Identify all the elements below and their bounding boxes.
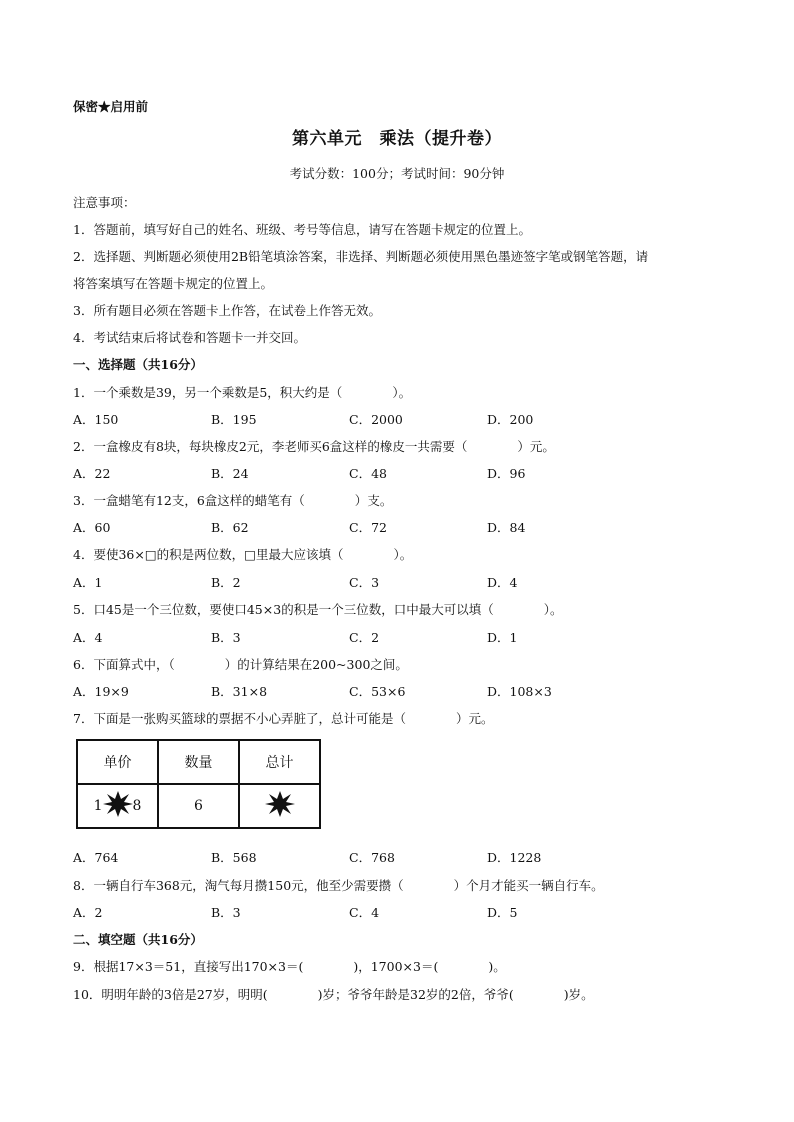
- q2-option-c[interactable]: C．48: [349, 466, 387, 481]
- receipt-quantity-cell: 6: [158, 784, 239, 828]
- q1-option-b[interactable]: B．195: [211, 412, 257, 427]
- q4-option-d[interactable]: D．4: [487, 575, 518, 590]
- q1-option-d[interactable]: D．200: [487, 412, 534, 427]
- q2-option-a[interactable]: A．22: [73, 466, 111, 481]
- q3-option-a[interactable]: A．60: [73, 520, 111, 535]
- q4-option-a[interactable]: A．1: [73, 575, 103, 590]
- note-3: 3．所有题目必须在答题卡上作答，在试卷上作答无效。: [73, 303, 381, 318]
- q7-option-c[interactable]: C．768: [349, 850, 395, 865]
- page-title: 第六单元 乘法（提升卷）: [292, 129, 502, 149]
- price-left-digit: 1: [93, 798, 103, 814]
- note-2-cont: 将答案填写在答题卡规定的位置上。: [73, 276, 274, 291]
- q7-option-d[interactable]: D．1228: [487, 850, 542, 865]
- confidential-label: 保密★启用前: [73, 99, 149, 114]
- q3-option-d[interactable]: D．84: [487, 520, 526, 535]
- price-right-digit: 8: [132, 798, 142, 814]
- notes-heading: 注意事项：: [73, 195, 136, 210]
- question-7: 7．下面是一张购买篮球的票据不小心弄脏了，总计可能是（ ）元。: [73, 711, 494, 726]
- q2-option-d[interactable]: D．96: [487, 466, 526, 481]
- q4-option-b[interactable]: B．2: [211, 575, 241, 590]
- question-4: 4．要使36×□的积是两位数，□里最大应该填（ ）。: [73, 547, 413, 562]
- receipt-header-row: [77, 740, 320, 784]
- ink-blot-icon: [264, 791, 296, 821]
- question-6: 6．下面算式中，（ ）的计算结果在200~300之间。: [73, 657, 408, 672]
- q6-option-c[interactable]: C．53×6: [349, 684, 406, 699]
- question-1: 1．一个乘数是39，另一个乘数是5，积大约是（ ）。: [73, 385, 412, 400]
- note-1: 1．答题前，填写好自己的姓名、班级、考号等信息，请写在答题卡规定的位置上。: [73, 222, 531, 237]
- question-5: 5．口45是一个三位数，要使口45×3的积是一个三位数，口中最大可以填（ ）。: [73, 602, 563, 617]
- q1-option-a[interactable]: A．150: [73, 412, 119, 427]
- section-1-heading: 一、选择题（共16分）: [73, 357, 203, 372]
- q8-option-d[interactable]: D．5: [487, 905, 518, 920]
- question-9: 9．根据17×3＝51，直接写出170×3＝( )，1700×3＝( )。: [73, 959, 506, 974]
- ink-blot-icon: [103, 791, 133, 821]
- q5-option-d[interactable]: D．1: [487, 630, 518, 645]
- q8-option-c[interactable]: C．4: [349, 905, 380, 920]
- receipt-header-price: 单价: [77, 740, 158, 784]
- receipt-table: [76, 739, 321, 829]
- receipt-header-total: 总计: [239, 740, 320, 784]
- q5-option-c[interactable]: C．2: [349, 630, 380, 645]
- q2-option-b[interactable]: B．24: [211, 466, 249, 481]
- q3-option-c[interactable]: C．72: [349, 520, 387, 535]
- receipt-header-quantity: 数量: [158, 740, 239, 784]
- question-3: 3．一盒蜡笔有12支，6盒这样的蜡笔有（ ）支。: [73, 493, 393, 508]
- note-4: 4．考试结束后将试卷和答题卡一并交回。: [73, 330, 306, 345]
- q3-option-b[interactable]: B．62: [211, 520, 249, 535]
- q6-option-b[interactable]: B．31×8: [211, 684, 268, 699]
- receipt-value-row: [77, 784, 320, 828]
- section-2-heading: 二、填空题（共16分）: [73, 932, 203, 947]
- q6-option-a[interactable]: A．19×9: [73, 684, 129, 699]
- q6-option-d[interactable]: D．108×3: [487, 684, 552, 699]
- question-2: 2．一盒橡皮有8块，每块橡皮2元，李老师买6盒这样的橡皮一共需要（ ）元。: [73, 439, 555, 454]
- q5-option-a[interactable]: A．4: [73, 630, 103, 645]
- q7-option-b[interactable]: B．568: [211, 850, 257, 865]
- question-10: 10．明明年龄的3倍是27岁，明明( )岁；爷爷年龄是32岁的2倍，爷爷( )岁。: [73, 987, 594, 1002]
- exam-info: 考试分数：100分；考试时间：90分钟: [289, 166, 505, 181]
- q1-option-c[interactable]: C．2000: [349, 412, 403, 427]
- question-8: 8．一辆自行车368元，淘气每月攒150元，他至少需要攒（ ）个月才能买一辆自行车。: [73, 878, 604, 893]
- receipt-price-cell: [77, 784, 158, 828]
- q5-option-b[interactable]: B．3: [211, 630, 241, 645]
- q8-option-b[interactable]: B．3: [211, 905, 241, 920]
- q7-option-a[interactable]: A．764: [73, 850, 119, 865]
- note-2: 2．选择题、判断题必须使用2B铅笔填涂答案，非选择、判断题必须使用黑色墨迹签字笔或钢笔答题，请: [73, 249, 649, 264]
- q8-option-a[interactable]: A．2: [73, 905, 103, 920]
- receipt-total-cell: [239, 784, 320, 828]
- q4-option-c[interactable]: C．3: [349, 575, 380, 590]
